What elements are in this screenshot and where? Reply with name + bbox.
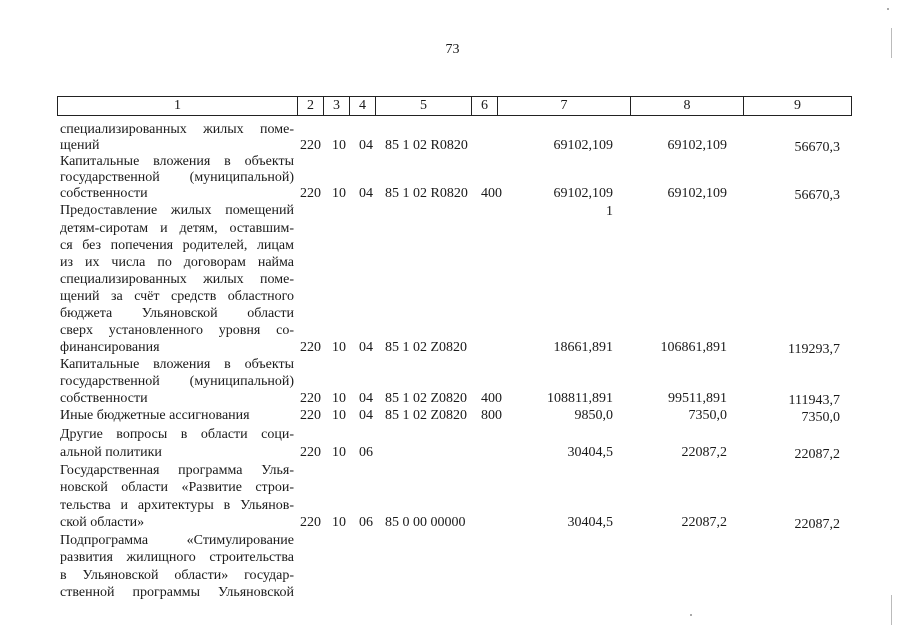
code-ministry: 220 [300,186,321,201]
row-description-line: бюджета Ульяновской области [60,306,294,321]
row-description-line: собственности [60,186,148,201]
amount-col8: 7350,0 [688,408,727,423]
page-number: 73 [445,42,460,57]
amount-col7: 69102,109 [553,186,613,201]
row-description-line: Капитальные вложения в объекты [60,357,294,372]
code-section: 10 [332,408,346,423]
row-description-line: финансирования [60,340,160,355]
amount-col8: 69102,109 [667,138,727,153]
column-header-2: 2 [298,97,324,116]
code-target-article: 85 0 00 00000 [385,515,466,530]
code-target-article: 85 1 02 Z0820 [385,391,468,406]
column-header-row [58,97,852,116]
code-subsection: 06 [359,515,373,530]
code-ministry: 220 [300,391,321,406]
row-description-line: государственной (муниципальной) [60,170,294,185]
code-subsection: 04 [359,408,373,423]
row-description-line: ся без попечения родителей, лицам [60,238,294,253]
amount-col7: 30404,5 [567,515,613,530]
amount-col7: 69102,109 [553,138,613,153]
row-description-line: детям-сиротам и детям, оставшим- [60,221,294,236]
code-subsection: 06 [359,445,373,460]
amount-col9: 7350,0 [801,410,840,425]
code-subsection: 04 [359,138,373,153]
code-subsection: 04 [359,391,373,406]
row-description-line: новской области «Развитие строи- [60,480,294,495]
row-description-line: Государственная программа Улья- [60,463,294,478]
column-header-3: 3 [324,97,350,116]
amount-col9: 56670,3 [794,140,840,155]
code-section: 10 [332,391,346,406]
column-header-8: 8 [631,97,744,116]
column-header-table [57,96,852,116]
column-header-1: 1 [58,97,298,116]
row-description-line: из их числа по договорам найма [60,255,294,270]
scan-edge-mark [891,595,892,625]
scan-dust-dot [887,8,889,10]
amount-col9: 56670,3 [794,188,840,203]
amount-col8: 99511,891 [668,391,727,406]
code-subsection: 04 [359,340,373,355]
row-description-line: специализированных жилых поме- [60,272,294,287]
code-expense-type: 400 [481,391,502,406]
amount-col8: 106861,891 [660,340,727,355]
code-target-article: 85 1 02 R0820 [385,186,468,201]
code-target-article: 85 1 02 Z0820 [385,408,468,423]
code-expense-type: 800 [481,408,502,423]
row-description-line: специализированных жилых поме- [60,122,294,137]
amount-col8: 22087,2 [681,445,727,460]
scan-edge-mark [891,28,892,58]
scan-dust-dot [690,614,692,616]
code-section: 10 [332,445,346,460]
amount-col7-wrap: 1 [606,204,613,219]
amount-col7: 30404,5 [567,445,613,460]
amount-col9: 111943,7 [788,393,840,408]
code-ministry: 220 [300,515,321,530]
amount-col7: 18661,891 [553,340,613,355]
code-ministry: 220 [300,408,321,423]
code-expense-type: 400 [481,186,502,201]
row-description-line: тельства и архитектуры в Ульянов- [60,498,294,513]
row-description-line: Предоставление жилых помещений [60,203,294,218]
column-header-4: 4 [350,97,376,116]
row-description-line: в Ульяновской области» государ- [60,568,294,583]
column-header-7: 7 [498,97,631,116]
row-description-line: Иные бюджетные ассигнования [60,408,250,423]
column-header-9: 9 [744,97,852,116]
row-description-line: государственной (муниципальной) [60,374,294,389]
code-section: 10 [332,515,346,530]
code-ministry: 220 [300,340,321,355]
code-target-article: 85 1 02 R0820 [385,138,468,153]
amount-col9: 22087,2 [794,447,840,462]
code-subsection: 04 [359,186,373,201]
code-section: 10 [332,340,346,355]
row-description-line: альной политики [60,445,162,460]
amount-col8: 22087,2 [681,515,727,530]
code-ministry: 220 [300,138,321,153]
row-description-line: Капитальные вложения в объекты [60,154,294,169]
amount-col7: 9850,0 [574,408,613,423]
amount-col8: 69102,109 [667,186,727,201]
row-description-line: развития жилищного строительства [60,550,294,565]
row-description-line: собственности [60,391,148,406]
row-description-line: щений за счёт средств областного [60,289,294,304]
amount-col7: 108811,891 [547,391,613,406]
row-description-line: щений [60,138,100,153]
row-description-line: ственной программы Ульяновской [60,585,294,600]
code-section: 10 [332,186,346,201]
column-header-5: 5 [376,97,472,116]
row-description-line: ской области» [60,515,145,530]
code-section: 10 [332,138,346,153]
code-ministry: 220 [300,445,321,460]
amount-col9: 119293,7 [788,342,840,357]
code-target-article: 85 1 02 Z0820 [385,340,468,355]
row-description-line: Подпрограмма «Стимулирование [60,533,294,548]
row-description-line: Другие вопросы в области соци- [60,427,294,442]
column-header-6: 6 [472,97,498,116]
row-description-line: сверх установленного уровня со- [60,323,294,338]
amount-col9: 22087,2 [794,517,840,532]
